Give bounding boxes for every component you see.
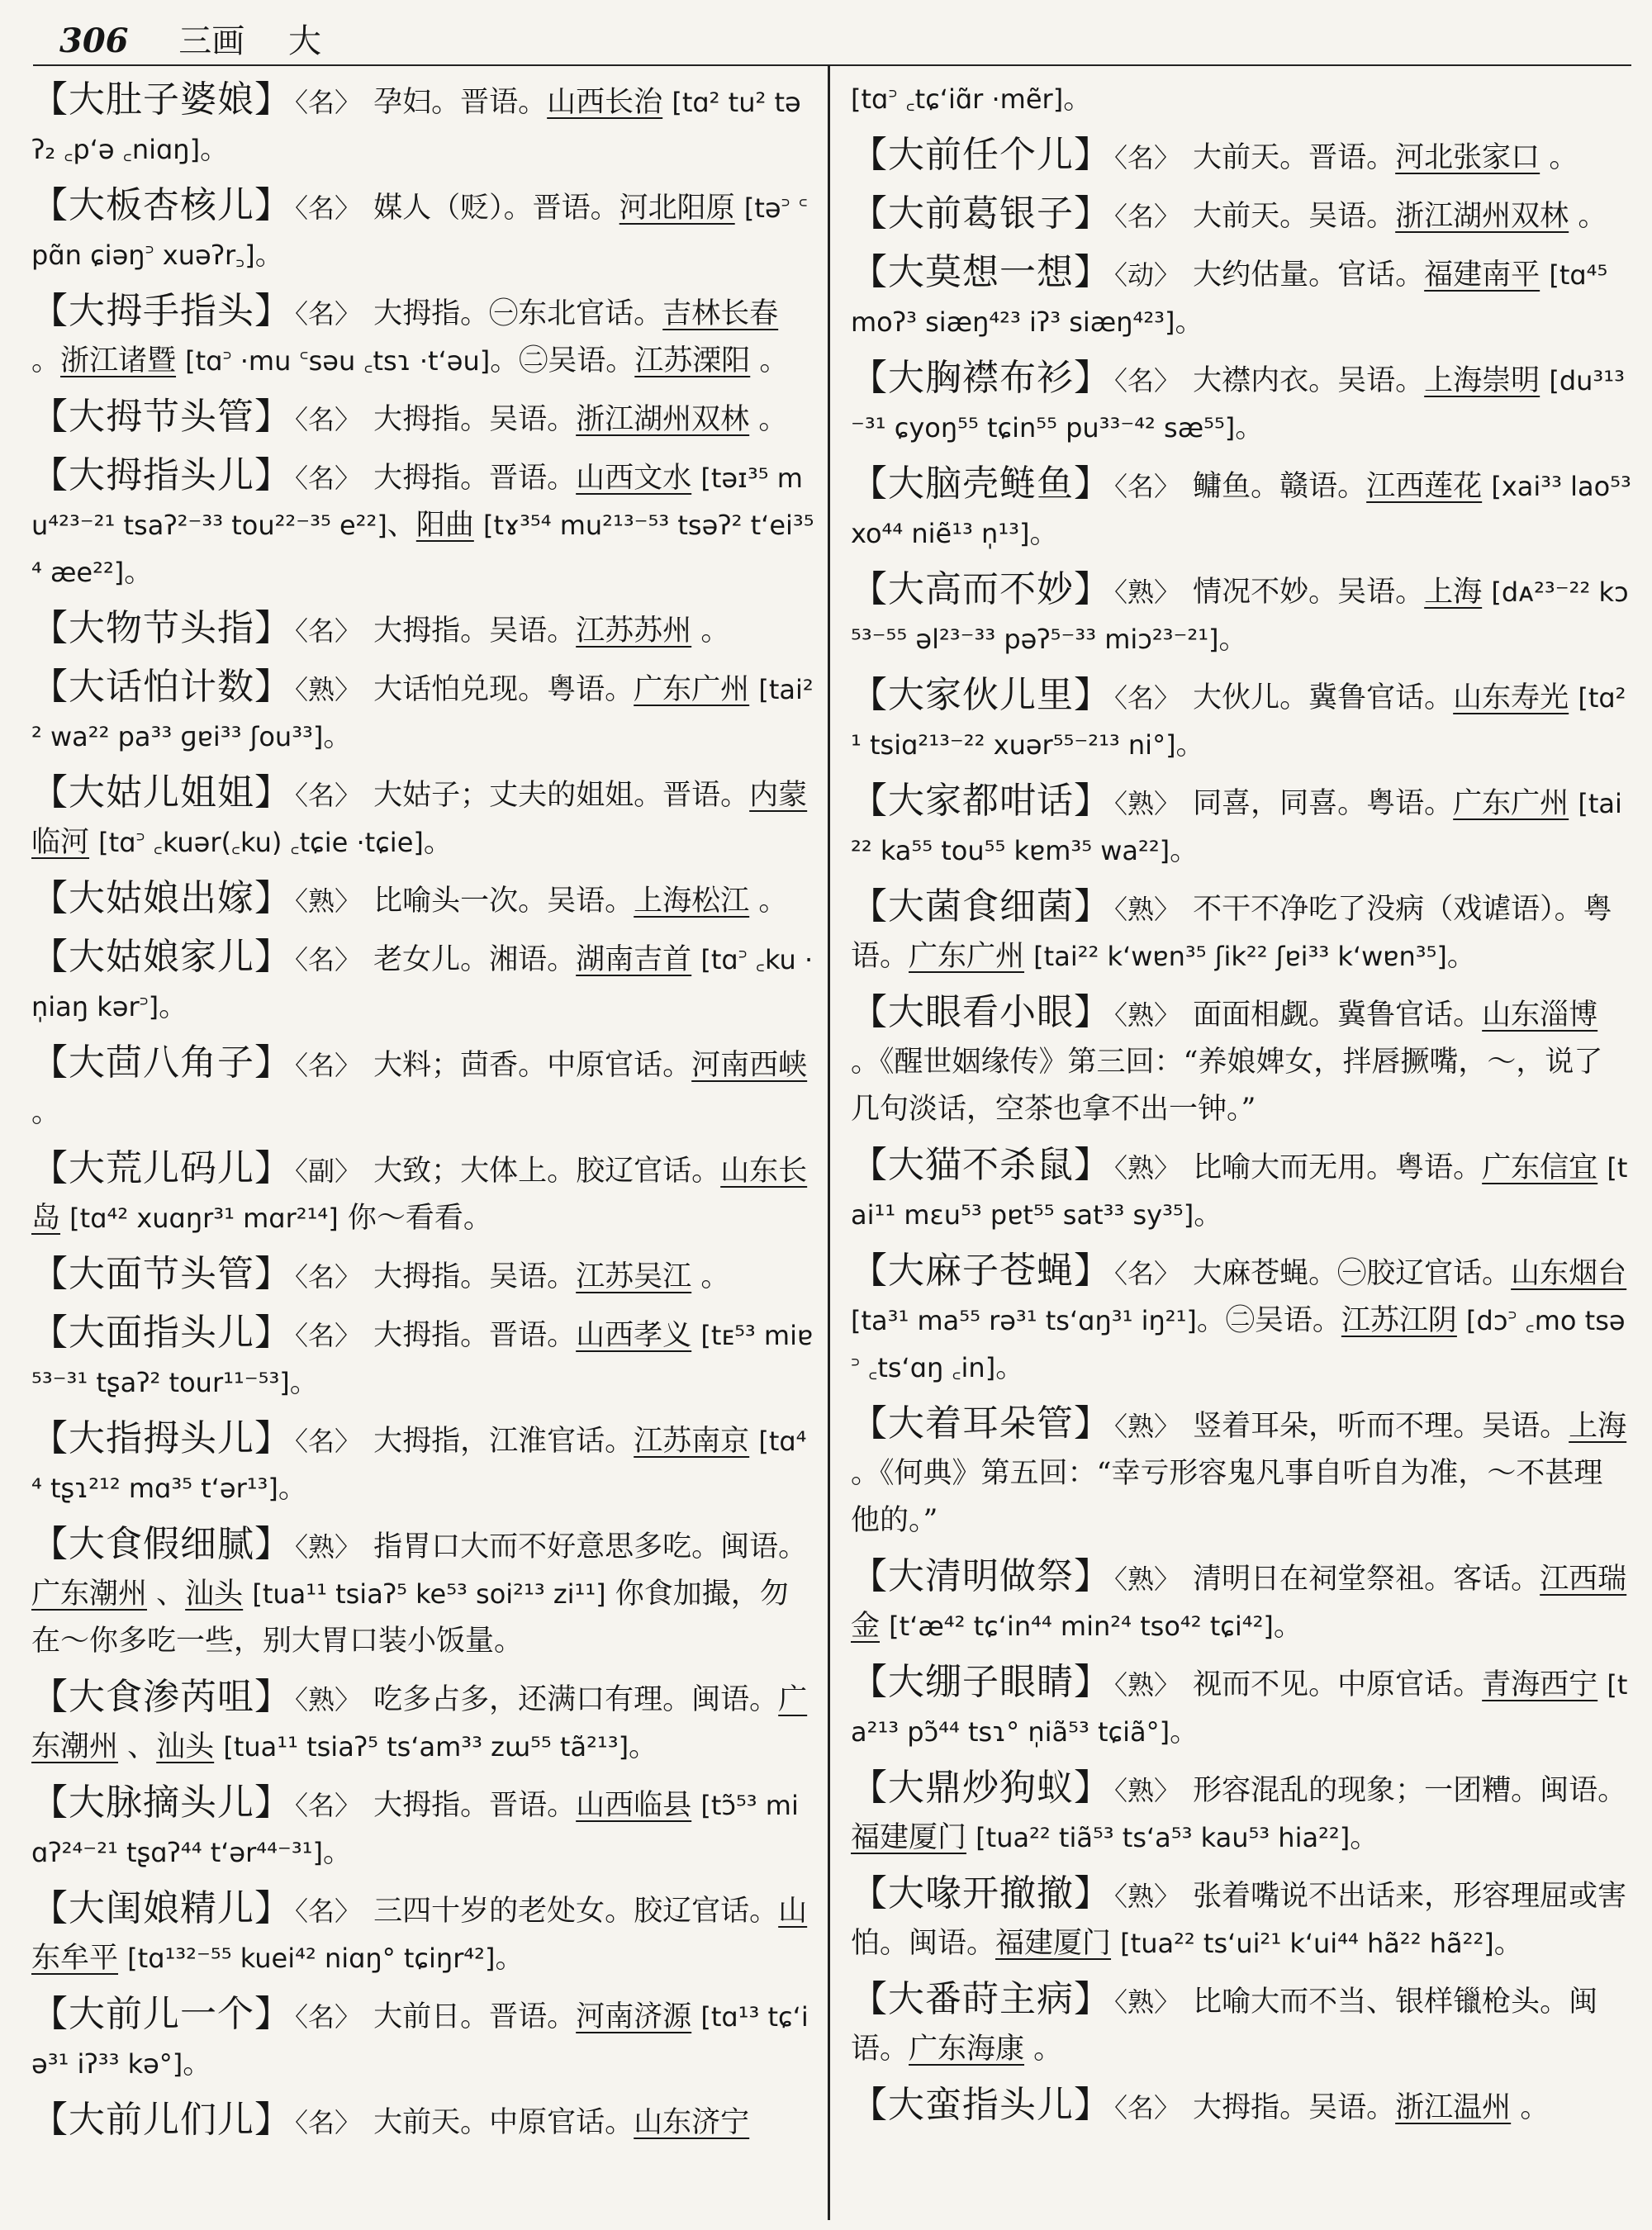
page-header: [59, 18, 1629, 64]
definition: 面面相觑。冀鲁官话。: [1193, 999, 1483, 1032]
headword: 【大姑儿姐姐】: [31, 771, 292, 814]
definition: 大麻苍蝇。㊀胶辽官话。: [1193, 1257, 1512, 1290]
entry-tail: 。: [1578, 200, 1607, 233]
definition: 情况不妙。吴语。: [1193, 576, 1425, 609]
entry-tail: 。: [278, 1472, 307, 1505]
dialect-location: 汕头: [185, 1578, 244, 1611]
pronunciation: [tai²² kʻwɐn³⁵ ʃik²² ʃɐi³³ kʻwɐn³⁵]: [1033, 941, 1447, 972]
dialect-location: 山西长治: [547, 86, 663, 119]
part-of-speech: 〈名〉: [295, 1320, 362, 1351]
pronunciation: [tua²² tsʻui²¹ kʻui⁴⁴ hã²² hã²²]: [1120, 1928, 1494, 1959]
definition: 指胃口大而不好意思多吃。闽语。: [373, 1530, 808, 1563]
entry-tail: 。: [183, 2047, 212, 2081]
headword: 【大番莳主病】: [851, 1978, 1111, 2020]
entry-tail: 你～看看。: [338, 1202, 492, 1235]
dialect-location: 上海: [1424, 576, 1483, 609]
definition: 形容混乱的现象；一团糟。闽语。: [1193, 1774, 1627, 1807]
entry-tail: 。: [1520, 2091, 1550, 2124]
dictionary-entry: [31, 1521, 814, 1665]
entry-tail: 。: [1350, 1821, 1379, 1854]
part-of-speech: 〈名〉: [295, 944, 362, 975]
part-of-speech: 〈熟〉: [295, 1531, 362, 1563]
part-of-speech: 〈名〉: [295, 1790, 362, 1821]
pronunciation: [tɤ³⁵⁴ mu²¹³⁻⁵³ tsəʔ² tʻei³⁵⁴ æe²²]: [31, 510, 814, 588]
entry-tail: 。: [289, 1366, 319, 1399]
header-rule: [33, 64, 1631, 66]
dictionary-entry: [31, 182, 814, 279]
part-of-speech: 〈名〉: [295, 192, 362, 224]
pronunciation: [tɑ⁴⁴ tʂɿ²¹² mɑ³⁵ tʻər¹³]: [31, 1426, 807, 1504]
dialect-location: 山东长岛: [31, 1155, 808, 1235]
headword: 【大脉摘头儿】: [31, 1782, 292, 1824]
entry-tail: 。: [1063, 83, 1093, 116]
entry-tail: 。: [1194, 1198, 1223, 1231]
dialect-location: 浙江温州: [1395, 2091, 1512, 2124]
definition: 大前日。晋语。: [373, 2000, 577, 2033]
separator: 、: [156, 1578, 186, 1611]
entry-tail: 、: [387, 509, 416, 542]
dictionary-entry: [851, 989, 1631, 1133]
entry-tail: 。: [254, 239, 284, 272]
dictionary-entry: [851, 1400, 1631, 1544]
headword: 【大前儿们儿】: [31, 2099, 292, 2141]
part-of-speech: 〈熟〉: [295, 1684, 362, 1715]
part-of-speech: 〈名〉: [1114, 1258, 1181, 1289]
part-of-speech: 〈名〉: [295, 404, 362, 435]
definition: 大襟内衣。吴语。: [1193, 364, 1425, 397]
headword: 【大绷子眼睛】: [851, 1661, 1111, 1703]
headword: 【大食假细腻】: [31, 1523, 292, 1565]
headword: 【大莫想一想】: [851, 251, 1111, 293]
entry-tail: 。: [995, 1351, 1025, 1384]
definition: 竖着耳朵，听而不理。吴语。: [1193, 1410, 1569, 1443]
entry-tail: 。: [1170, 834, 1199, 867]
dictionary-entry: [851, 190, 1631, 240]
headword: 【大板杏核儿】: [31, 184, 292, 226]
entry-tail: 。: [1170, 1715, 1199, 1748]
definition: 同喜，同喜。粤语。: [1193, 787, 1454, 820]
pronunciation: [tua¹¹ tsiaʔ⁵ ke⁵³ soi²¹³ zi¹¹]: [252, 1578, 606, 1610]
definition: 鳙鱼。赣语。: [1193, 470, 1367, 503]
definition: 大前天。吴语。: [1193, 200, 1396, 233]
left-column: [31, 76, 814, 2219]
radical: 大: [287, 22, 321, 60]
definition: 大话怕兑现。粤语。: [373, 673, 634, 706]
headword: 【大眼看小眼】: [851, 991, 1111, 1033]
dialect-location: 汕头: [156, 1730, 215, 1763]
entry-tail: 。: [495, 1942, 525, 1975]
headword: 【大茴八角子】: [31, 1041, 292, 1084]
part-of-speech: 〈熟〉: [295, 674, 362, 705]
pronunciation: [tua¹¹ tsiaʔ⁵ tsʻam³³ zɯ⁵⁵ tã²¹³]: [223, 1731, 629, 1763]
entry-tail: 。《何典》第五回：“幸亏形容鬼凡事自听自为准，～不甚理他的。”: [851, 1457, 1603, 1537]
dialect-location: 江苏吴江: [576, 1260, 692, 1293]
separator: 、: [127, 1730, 157, 1763]
headword: 【大肚子婆娘】: [31, 78, 292, 121]
headword: 【大闺娘精儿】: [31, 1887, 292, 1929]
dialect-location: 江苏江阴: [1341, 1304, 1457, 1337]
dictionary-entry: [31, 1779, 814, 1877]
dictionary-entry: [31, 1039, 814, 1136]
pronunciation: [tɑ¹³²⁻⁵⁵ kuei⁴² niɑŋ° tɕiŋr⁴²]: [127, 1943, 496, 1974]
pronunciation: [tai²² ka⁵⁵ tou⁵⁵ kɐm³⁵ wa²²]: [851, 788, 1622, 866]
dialect-location: 浙江诸暨: [60, 344, 177, 377]
dialect-location: 广东广州: [1453, 787, 1569, 820]
entry-tail: 。: [1175, 728, 1205, 762]
part-of-speech: 〈熟〉: [1114, 894, 1181, 925]
dictionary-entry: [31, 875, 814, 925]
dictionary-entry: [851, 354, 1631, 452]
part-of-speech: 〈名〉: [295, 2001, 362, 2033]
definition: 大约估量。官话。: [1193, 259, 1425, 292]
dialect-location: 福建厦门: [851, 1821, 967, 1854]
dialect-location: 山西临县: [576, 1789, 692, 1822]
entry-tail: 。: [1029, 517, 1059, 550]
dialect-location: 江苏溧阳: [634, 344, 751, 377]
entry-tail: 。: [700, 614, 730, 648]
part-of-speech: 〈名〉: [295, 1261, 362, 1293]
pronunciation: [tɑ꜄ ·mu ꜂səu ꜀tsɿ ·tʻəu]: [185, 345, 491, 377]
entry-tail: 。: [31, 1096, 61, 1129]
part-of-speech: 〈名〉: [1114, 201, 1181, 232]
dialect-location: 广东海康: [909, 2033, 1025, 2066]
definition: 比喻大而不当、银样镴枪头。闽语。: [851, 1986, 1598, 2066]
entry-tail: 。《醒世姻缘传》第三回：“养娘婢女，拌唇撅嘴，～，说了几句淡话，空茶也拿不出一钟。”: [851, 1046, 1603, 1126]
definition: 比喻大而无用。粤语。: [1193, 1151, 1483, 1184]
dictionary-entry: [851, 671, 1631, 769]
dictionary-entry: [31, 287, 814, 385]
definition: 大拇指，江淮官话。: [373, 1425, 634, 1458]
part-of-speech: 〈熟〉: [1114, 576, 1181, 608]
pronunciation: [tɑ꜄ ꜀tɕʻiɑ̃r ·mẽr]: [851, 83, 1064, 115]
dialect-location: 山东淄博: [1482, 999, 1598, 1032]
part-of-speech: 〈名〉: [295, 615, 362, 647]
pronunciation: [du³¹³⁻³¹ ɕyoŋ⁵⁵ tɕin⁵⁵ pu³³⁻⁴² sæ⁵⁵]: [851, 365, 1625, 444]
dictionary-entry: [31, 769, 814, 866]
definition: 张着嘴说不出话来，形容理屈或害怕。闽语。: [851, 1880, 1627, 1960]
pronunciation: [tʻæ⁴² tɕʻin⁴⁴ min²⁴ tso⁴² tɕi⁴²]: [889, 1611, 1274, 1642]
pronunciation: [tɑ¹³ tɕʻiə³¹ iʔ³³ kə°]: [31, 2001, 809, 2080]
definition: 媒人（贬）。晋语。: [373, 192, 620, 225]
dialect-location: 阳曲: [415, 509, 474, 542]
entry-tail: 。: [1175, 306, 1204, 339]
dictionary-entry: [31, 605, 814, 655]
headword: 【大清明做祭】: [851, 1555, 1111, 1597]
headword: 【大指拇头儿】: [31, 1417, 292, 1459]
dictionary-entry: [851, 1870, 1631, 1967]
entry-tail: 你食加撮，勿在～你多吃一些，别大胃口装小饭量。: [31, 1578, 789, 1658]
dialect-location: 广东广州: [634, 673, 750, 706]
entry-tail: 。: [1033, 2033, 1063, 2066]
dictionary-entry: [851, 460, 1631, 558]
entry-tail: 。: [1235, 411, 1265, 444]
part-of-speech: 〈熟〉: [1114, 1563, 1181, 1595]
pronunciation: [tɔ̃⁵³ miɑʔ²⁴⁻²¹ tʂɑʔ⁴⁴ tʻər⁴⁴⁻³¹]: [31, 1790, 799, 1868]
headword: 【大荒儿码儿】: [31, 1147, 292, 1189]
part-of-speech: 〈熟〉: [1114, 1669, 1181, 1701]
definition: 大伙儿。冀鲁官话。: [1193, 681, 1454, 714]
dialect-location: 山东济宁: [634, 2106, 750, 2139]
dialect-location: 河南西峡: [691, 1049, 808, 1082]
pronunciation: [tɑ²¹ tsiɑ²¹³⁻²² xuər⁵⁵⁻²¹³ ni°]: [851, 682, 1626, 761]
dictionary-entry: [851, 76, 1631, 123]
dictionary-entry: [851, 777, 1631, 875]
part-of-speech: 〈名〉: [1114, 142, 1181, 173]
part-of-speech: 〈名〉: [295, 463, 362, 494]
definition: 大拇指。吴语。: [373, 1260, 577, 1293]
definition: 大前天。中原官话。: [373, 2106, 634, 2139]
dialect-location: 山东寿光: [1453, 681, 1569, 714]
dictionary-entry: [851, 2081, 1631, 2132]
dictionary-entry: [31, 1309, 814, 1407]
entry-tail: 。: [1218, 623, 1248, 656]
entry-tail: 。: [200, 133, 230, 166]
dialect-location: 上海松江: [634, 885, 750, 918]
dialect-location: 山东烟台: [1511, 1257, 1627, 1290]
part-of-speech: 〈动〉: [1114, 259, 1181, 291]
part-of-speech: 〈熟〉: [1114, 1775, 1181, 1806]
dialect-location: 青海西宁: [1482, 1668, 1598, 1701]
dialect-location: 江苏苏州: [576, 614, 692, 648]
headword: 【大菌食细菌】: [851, 885, 1111, 928]
headword: 【大姑娘家儿】: [31, 936, 292, 978]
pronunciation: [tua²² tiã⁵³ tsʻa⁵³ kau⁵³ hia²²]: [976, 1822, 1351, 1853]
definition: 视而不见。中原官话。: [1193, 1668, 1483, 1701]
pronunciation: [tᴇ⁵³ miɐ⁵³⁻³¹ tʂaʔ² tour¹¹⁻⁵³]: [31, 1320, 814, 1398]
pronunciation: [tə꜄ ꜂pɑ̃n ɕiəŋ꜄ xuəʔr꜆]: [31, 192, 808, 271]
pronunciation: [tɑ⁴⁵ moʔ³ siæŋ⁴²³ iʔ³ siæŋ⁴²³]: [851, 259, 1608, 338]
part-of-speech: 〈名〉: [295, 2107, 362, 2138]
part-of-speech: 〈熟〉: [1114, 1411, 1181, 1442]
pronunciation: [tɑ꜄ ꜀kuər(꜀ku) ꜀tɕie ·tɕie]: [98, 827, 424, 858]
headword: 【大前儿一个】: [31, 1993, 292, 2035]
definition: 大拇指。晋语。: [373, 1319, 577, 1352]
entry-tail: 。: [1446, 940, 1476, 973]
entry-tail: 。: [629, 1730, 658, 1763]
definition: 老女儿。湘语。: [373, 943, 577, 976]
pronunciation: [təɪ³⁵ mu⁴²³⁻²¹ tsaʔ²⁻³³ tou²²⁻³⁵ e²²]: [31, 463, 803, 541]
dictionary-entry: [851, 131, 1631, 182]
headword: 【大拇指头儿】: [31, 454, 292, 496]
pronunciation: [dɔ꜄ ꜀mo tsə꜄ ꜀tsʻɑŋ ꜀in]: [851, 1305, 1626, 1383]
pronunciation: [tɑ⁴² xuɑŋr³¹ mɑr²¹⁴]: [69, 1203, 339, 1234]
dialect-location: 广东信宜: [1482, 1151, 1598, 1184]
definition: 孕妇。晋语。: [373, 86, 548, 119]
part-of-speech: 〈名〉: [1114, 471, 1181, 502]
dictionary-entry: [31, 933, 814, 1031]
definition: 大拇指。㊀东北官话。: [373, 297, 663, 330]
entry-tail: 。: [1273, 1610, 1303, 1643]
headword: 【大脑壳鲢鱼】: [851, 463, 1111, 505]
headword: 【大家伙儿里】: [851, 674, 1111, 716]
pronunciation: [dᴀ²³⁻²² kɔ⁵³⁻⁵⁵ əl²³⁻³³ pəʔ⁵⁻³³ miɔ²³⁻²¹]: [851, 576, 1629, 655]
part-of-speech: 〈名〉: [295, 1896, 362, 1927]
headword: 【大高而不妙】: [851, 568, 1111, 610]
part-of-speech: 〈熟〉: [295, 885, 362, 917]
dialect-location: 内蒙临河: [31, 779, 808, 859]
definition: 大拇指。晋语。: [373, 462, 577, 495]
definition: 大拇指。吴语。: [373, 403, 577, 436]
page-number: 306: [59, 21, 129, 60]
dialect-location: 广东广州: [909, 940, 1025, 973]
part-of-speech: 〈副〉: [295, 1155, 362, 1187]
dictionary-entry: [31, 1250, 814, 1301]
headword: 【大胸襟布衫】: [851, 357, 1111, 399]
dialect-location: 山西文水: [576, 462, 692, 495]
definition: 三四十岁的老处女。胶辽官话。: [373, 1895, 779, 1928]
dialect-location: 福建南平: [1424, 259, 1540, 292]
dictionary-entry: [851, 1247, 1631, 1392]
dictionary-entry: [31, 2096, 814, 2147]
dialect-location: 广东潮州: [31, 1683, 808, 1763]
headword: 【大物节头指】: [31, 607, 292, 649]
headword: 【大姑娘出嫁】: [31, 877, 292, 919]
dictionary-entry: [31, 393, 814, 444]
dictionary-entry: [851, 1553, 1631, 1650]
entry-tail: 。: [759, 344, 789, 377]
dialect-location: 山西孝义: [576, 1319, 692, 1352]
separator: 。: [31, 344, 61, 377]
entry-tail: 。: [700, 1260, 730, 1293]
entry-tail: 。: [1493, 1927, 1523, 1960]
dialect-location: 河北张家口: [1395, 141, 1540, 174]
part-of-speech: 〈名〉: [295, 1426, 362, 1457]
headword: 【大拇手指头】: [31, 290, 292, 332]
dialect-location: 上海: [1569, 1410, 1627, 1443]
entry-tail: 。: [159, 990, 188, 1023]
right-column: [851, 76, 1631, 2219]
headword: 【大猫不杀鼠】: [851, 1144, 1111, 1186]
entry-tail: 。: [322, 1836, 352, 1869]
dictionary-entry: [851, 1764, 1631, 1862]
part-of-speech: 〈名〉: [295, 1050, 362, 1081]
dictionary-entry: [31, 1415, 814, 1512]
definition: 不干不净吃了没病（戏谑语）。粤语。: [851, 893, 1612, 973]
entry-tail: 。: [323, 720, 353, 753]
dictionary-entry: [851, 883, 1631, 980]
dialect-location: 江西莲花: [1366, 470, 1483, 503]
headword: 【大前葛银子】: [851, 192, 1111, 235]
part-of-speech: 〈熟〉: [1114, 1881, 1181, 1912]
dictionary-entry: [31, 1990, 814, 2088]
definition: 大拇指。晋语。: [373, 1789, 577, 1822]
headword: 【大面指头儿】: [31, 1312, 292, 1354]
definition: 大致；大体上。胶辽官话。: [373, 1155, 721, 1188]
headword: 【大家都咁话】: [851, 780, 1111, 822]
pronunciation: [tai²² wa²² pa³³ ɡɐi³³ ʃou³³]: [31, 674, 814, 752]
dialect-location: 山东牟平: [31, 1895, 808, 1975]
dialect-location: 浙江湖州双林: [1395, 200, 1569, 233]
part-of-speech: 〈熟〉: [1114, 1986, 1181, 2018]
dialect-location: 上海崇明: [1424, 364, 1540, 397]
dialect-location: 江西瑞金: [851, 1563, 1627, 1643]
definition: 大前天。晋语。: [1193, 141, 1396, 174]
dictionary-entry: [31, 1885, 814, 1982]
dialect-location: 湖南吉首: [576, 943, 692, 976]
definition: 大姑子；丈夫的姐姐。晋语。: [373, 779, 750, 812]
stroke-section: 三画: [178, 22, 245, 60]
headword: 【大前任个儿】: [851, 134, 1111, 176]
definition: 大料；茴香。中原官话。: [373, 1049, 692, 1082]
definition: 大拇指。吴语。: [1193, 2091, 1396, 2124]
dictionary-entry: [851, 1658, 1631, 1756]
headword: 【大蛮指头儿】: [851, 2084, 1111, 2126]
dialect-location: 广东潮州: [31, 1578, 148, 1611]
pronunciation: [tɑ² tu² təʔ₂ ꜀pʻə ꜀niɑŋ]: [31, 87, 801, 165]
dictionary-entry: [31, 76, 814, 173]
pronunciation: [ta²¹³ pɔ̃⁴⁴ tsɿ° n̩iã⁵³ tɕiã°]: [851, 1669, 1628, 1748]
headword: 【大面节头管】: [31, 1253, 292, 1295]
pronunciation: [tɑ꜄ ꜀ku ·n̩iaŋ kər꜄]: [31, 944, 814, 1022]
headword: 【大食渗芮咀】: [31, 1676, 292, 1718]
dictionary-entry: [851, 1976, 1631, 2073]
pronunciation: [ta³¹ ma⁵⁵ rə³¹ tsʻɑŋ³¹ iŋ²¹]: [851, 1305, 1197, 1336]
dictionary-entry: [851, 566, 1631, 663]
part-of-speech: 〈熟〉: [1114, 1152, 1181, 1184]
entry-tail: 。: [423, 826, 453, 859]
definition: 比喻头一次。吴语。: [373, 885, 634, 918]
headword: 【大着耳朵管】: [851, 1402, 1111, 1445]
entry-tail: 。: [758, 885, 788, 918]
headword: 【大鼎炒狗蚁】: [851, 1767, 1111, 1809]
part-of-speech: 〈名〉: [295, 780, 362, 811]
definition: 清明日在祠堂祭祖。客话。: [1193, 1563, 1540, 1596]
dialect-location: 河南济源: [576, 2000, 692, 2033]
definition: 大拇指。吴语。: [373, 614, 577, 648]
part-of-speech: 〈名〉: [1114, 682, 1181, 714]
dialect-location: 浙江湖州双林: [576, 403, 750, 436]
part-of-speech: 〈熟〉: [1114, 788, 1181, 819]
dictionary-entry: [31, 452, 814, 596]
dictionary-entry: [851, 1141, 1631, 1239]
dictionary-entry: [851, 249, 1631, 346]
entry-tail: 。: [124, 556, 154, 589]
part-of-speech: 〈熟〉: [1114, 999, 1181, 1031]
part-of-speech: 〈名〉: [295, 298, 362, 330]
dialect-location: 吉林长春: [662, 297, 779, 330]
dictionary-entry: [31, 1673, 814, 1771]
entry-tail: 。㊁吴语。: [490, 344, 635, 377]
definition: 吃多占多，还满口有理。闽语。: [373, 1683, 779, 1716]
pronunciation: [tai¹¹ mɛu⁵³ pɐt⁵⁵ sat³³ sy³⁵]: [851, 1152, 1628, 1231]
headword: 【大拇节头管】: [31, 396, 292, 438]
entry-tail: 。: [758, 403, 788, 436]
part-of-speech: 〈名〉: [295, 87, 362, 118]
entry-tail: 。: [1549, 141, 1578, 174]
dictionary-entry: [31, 663, 814, 761]
headword: 【大喙开撤撤】: [851, 1872, 1111, 1914]
dictionary-entry: [31, 1145, 814, 1242]
dialect-location: 河北阳原: [619, 192, 735, 225]
dialect-location: 福建厦门: [995, 1927, 1112, 1960]
pronunciation: [xai³³ lao⁵³ xo⁴⁴ niẽ¹³ n̩¹³]: [851, 471, 1631, 549]
part-of-speech: 〈名〉: [1114, 365, 1181, 396]
part-of-speech: 〈名〉: [1114, 2092, 1181, 2123]
entry-tail: 。㊁吴语。: [1196, 1304, 1341, 1337]
headword: 【大话怕计数】: [31, 666, 292, 708]
dialect-location: 江苏南京: [634, 1425, 750, 1458]
column-divider: [828, 64, 830, 2220]
headword: 【大麻子苍蝇】: [851, 1250, 1111, 1292]
